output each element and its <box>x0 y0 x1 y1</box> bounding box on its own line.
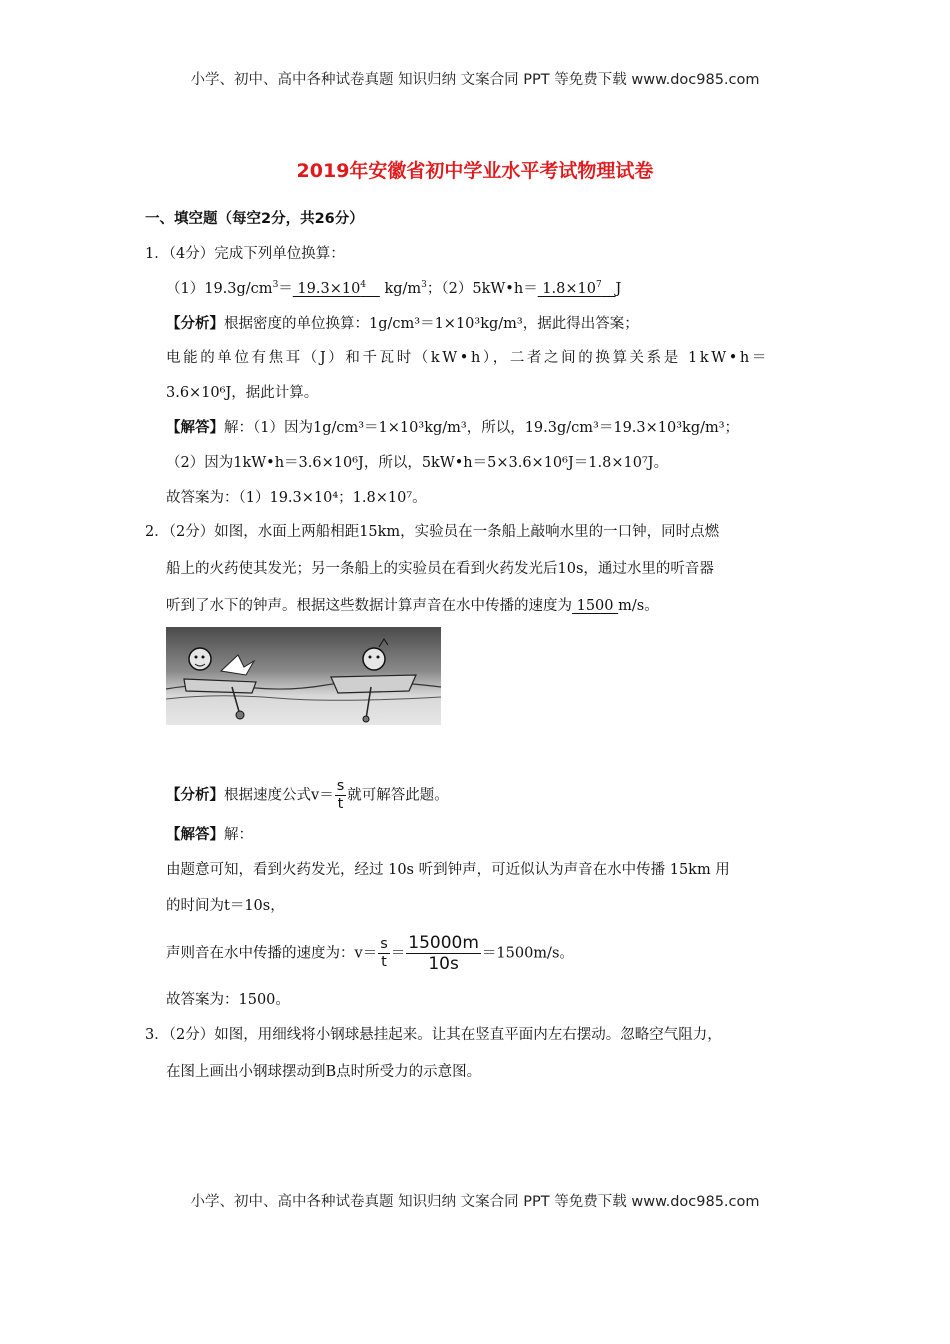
q1-stem: 1．（4分）完成下列单位换算： <box>145 246 345 262</box>
q1-solution: 【解答】解：（1）因为1g/cm³＝1×10³kg/m³，所以，19.3g/cm³＝19.3×10³kg/m³； <box>166 419 740 436</box>
q2-analysis: 【分析】根据速度公式v＝ $\frac{s}{t}$ 就可解答此题。 <box>166 778 449 812</box>
q1-analysis-3: 3.6×10⁶J，据此计算。 <box>166 385 319 401</box>
q1-answer-2: $1.8\times 10^7$ <box>537 280 602 297</box>
q1-blanks: $(1)19.3g/cm^3= 19.3\times 10^4$ $kg/m^3$；（2）5kW•h＝ $1.8\times 10^7$ J <box>166 280 622 297</box>
q1-answer-1: $19.3\times 10^4$ <box>292 280 367 297</box>
speed-fraction-2: $\frac{15000m}{10s}$ <box>408 933 479 974</box>
q3-stem-2: 在图上画出小钢球摆动到B点时所受力的示意图。 <box>166 1064 482 1080</box>
q2-stem-3: 听到了水下的钟声。根据这些数据计算声音在水中传播的速度为 1500 m/s。 <box>166 598 659 614</box>
footer-banner: 小学、初中、高中各种试卷真题 知识归纳 文案合同 PPT 等免费下载 www.doc985.com <box>190 1194 760 1210</box>
q1-answer-line: 故答案为：（1）19.3×10⁴；1.8×10⁷。 <box>166 490 427 506</box>
q2-stem-1: 2．（2分）如图，水面上两船相距15km，实验员在一条船上敲响水里的一口钟，同时点燃 <box>145 524 720 540</box>
page-title: 2019年安徽省初中学业水平考试物理试卷 <box>296 160 654 182</box>
q2-solution: 【解答】解： <box>166 826 253 843</box>
q2-answer-line: 故答案为：1500。 <box>166 992 290 1008</box>
q2-stem-2: 船上的火药使其发光；另一条船上的实验员在看到火药发光后10s，通过水里的听音器 <box>166 561 714 577</box>
q1-analysis-2: 电能的单位有焦耳（J）和千瓦时（kW•h），二者之间的换算关系是 1kW•h＝ <box>166 350 769 366</box>
q2-solution-2: 的时间为t＝10s， <box>166 898 285 914</box>
section-heading: 一、填空题（每空2分，共26分） <box>145 211 364 227</box>
q3-stem-1: 3．（2分）如图，用细线将小钢球悬挂起来。让其在竖直平面内左右摆动。忽略空气阻力， <box>145 1027 722 1043</box>
speed-fraction-1: $\frac{s}{t}$ <box>380 936 388 970</box>
flash-icon <box>221 655 254 675</box>
boats-drawing <box>166 627 441 725</box>
q1-analysis: 【分析】根据密度的单位换算：1g/cm³＝1×10³kg/m³，据此得出答案； <box>166 315 639 332</box>
q2-solution-1: 由题意可知，看到火药发光，经过 10s 听到钟声，可近似认为声音在水中传播 15km 用 <box>166 862 730 878</box>
person-right <box>363 648 385 670</box>
q2-solution-3: 声则音在水中传播的速度为：v＝ $\frac{s}{t}$ ＝ $\frac{15000m}{10s}$ ＝1500m/s。 <box>166 933 574 974</box>
header-banner: 小学、初中、高中各种试卷真题 知识归纳 文案合同 PPT 等免费下载 www.doc985.com <box>190 72 760 88</box>
q1-solution-2: （2）因为1kW•h＝3.6×10⁶J，所以，5kW•h＝5×3.6×10⁶J＝1.8×10⁷J。 <box>166 455 669 471</box>
q2-answer-blank: 1500 <box>572 598 619 614</box>
boats-illustration <box>166 627 441 725</box>
formula-fraction: $\frac{s}{t}$ <box>336 778 345 812</box>
person-left <box>189 648 211 670</box>
